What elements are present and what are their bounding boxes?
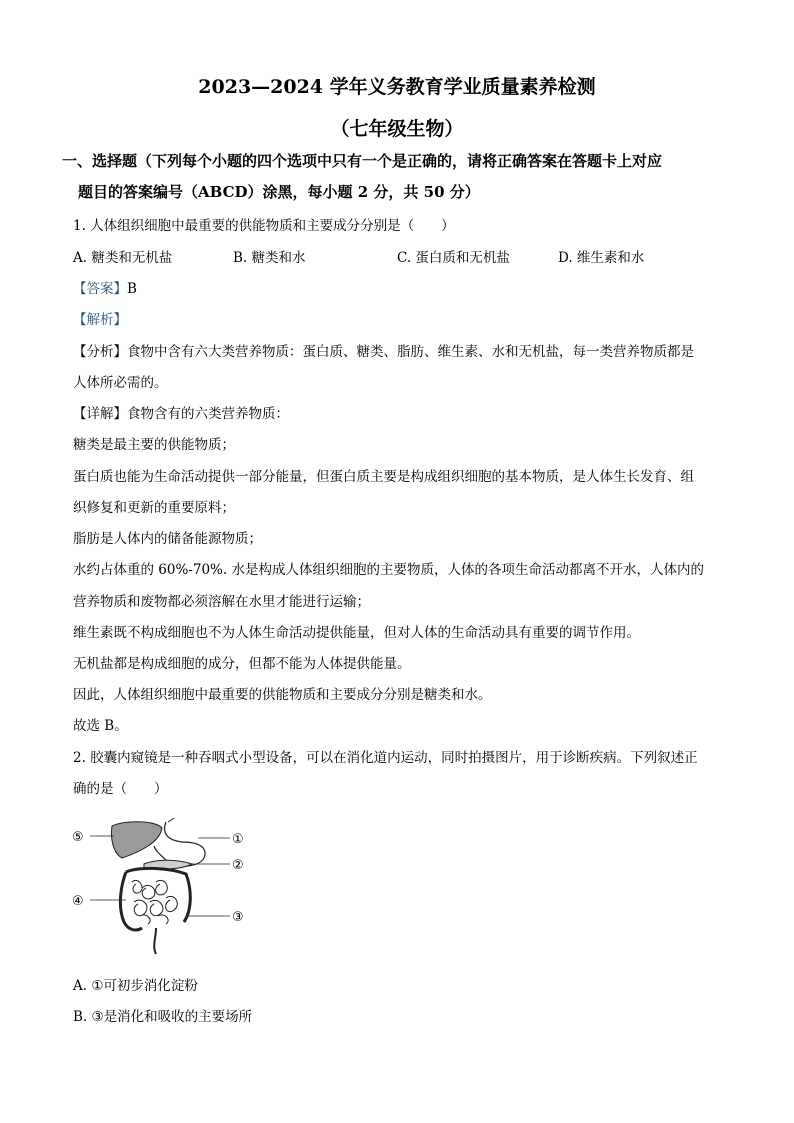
q1-xiangjie [73, 402, 289, 422]
q1-fenxi-line1 [73, 340, 694, 360]
label-3: ③ [232, 910, 244, 925]
fenxi-tag: 【分析】 [73, 344, 127, 360]
large-intestine-shape [120, 868, 190, 930]
q1-option-a: A. 糖类和无机盐 [73, 250, 173, 266]
liver-shape [111, 822, 162, 858]
q1-detail-p7: 因此，人体组织细胞中最重要的供能物质和主要成分分别是糖类和水。 [73, 687, 492, 703]
q1-option-d: D. 维生素和水 [558, 250, 645, 266]
q1-detail-p6: 无机盐都是构成细胞的成分，但都不能为人体提供能量。 [73, 656, 411, 672]
q1-answer [73, 277, 137, 297]
xiangjie-tag: 【详解】 [73, 406, 127, 422]
q1-detail-p4b: 营养物质和废物都必须溶解在水里才能进行运输； [73, 594, 370, 610]
exam-subtitle: （七年级生物） [330, 118, 464, 140]
q1-detail-p1: 糖类是最主要的供能物质； [73, 437, 235, 453]
fenxi-text: 食物中含有六大类营养物质：蛋白质、糖类、脂肪、维生素、水和无机盐，每一类营养物质都是 [127, 344, 694, 360]
q1-detail-p4a: 水约占体重的 60%-70%. 水是构成人体组织细胞的主要物质，人体的各项生命活动都离不开水，人体内的 [73, 562, 704, 578]
label-2: ② [232, 858, 244, 873]
label-4: ④ [72, 894, 84, 909]
q2-option-a: A. ①可初步消化淀粉 [73, 978, 198, 994]
section-heading-line2: 题目的答案编号（ABCD）涂黑，每小题 2 分，共 50 分） [78, 183, 480, 201]
q1-analysis-tag [73, 308, 127, 328]
q2-option-b: B. ③是消化和吸收的主要场所 [73, 1009, 253, 1025]
label-5: ⑤ [72, 830, 84, 845]
rectum-shape [154, 928, 156, 954]
q1-option-c: C. 蛋白质和无机盐 [397, 250, 510, 266]
q1-detail-p2a: 蛋白质也能为生命活动提供一部分能量，但蛋白质主要是构成组织细胞的基本物质，是人体生长发育、组 [73, 469, 694, 485]
q1-detail-p2b: 织修复和更新的重要原料； [73, 500, 235, 516]
q1-option-b: B. 糖类和水 [233, 250, 306, 266]
q1-fenxi-line2: 人体所必需的。 [73, 375, 168, 391]
label-1: ① [232, 832, 244, 847]
exam-title: 2023—2024 学年义务教育学业质量素养检测 [198, 76, 596, 98]
q1-stem: 1. 人体组织细胞中最重要的供能物质和主要成分分别是（ ） [73, 218, 455, 234]
small-intestine-shape [132, 880, 177, 924]
q2-stem-line1: 2. 胶囊内窥镜是一种吞咽式小型设备，可以在消化道内运动，同时拍摄图片，用于诊断疾病。下列叙述正 [73, 750, 698, 766]
q1-detail-p3: 脂肪是人体内的储备能源物质； [73, 531, 262, 547]
q1-detail-p5: 维生素既不构成细胞也不为人体生命活动提供能量，但对人体的生命活动具有重要的调节作用。 [73, 625, 640, 641]
xiangjie-text: 食物含有的六类营养物质： [127, 406, 289, 422]
answer-value: B [127, 281, 137, 297]
digestive-system-diagram [70, 818, 260, 960]
analysis-tag: 【解析】 [73, 312, 127, 328]
section-heading-line1: 一、选择题（下列每个小题的四个选项中只有一个是正确的，请将正确答案在答题卡上对应 [62, 152, 663, 170]
q1-detail-p8: 故选 B。 [73, 718, 128, 734]
answer-tag: 【答案】 [73, 281, 127, 297]
q2-stem-line2: 确的是（ ） [73, 781, 168, 797]
